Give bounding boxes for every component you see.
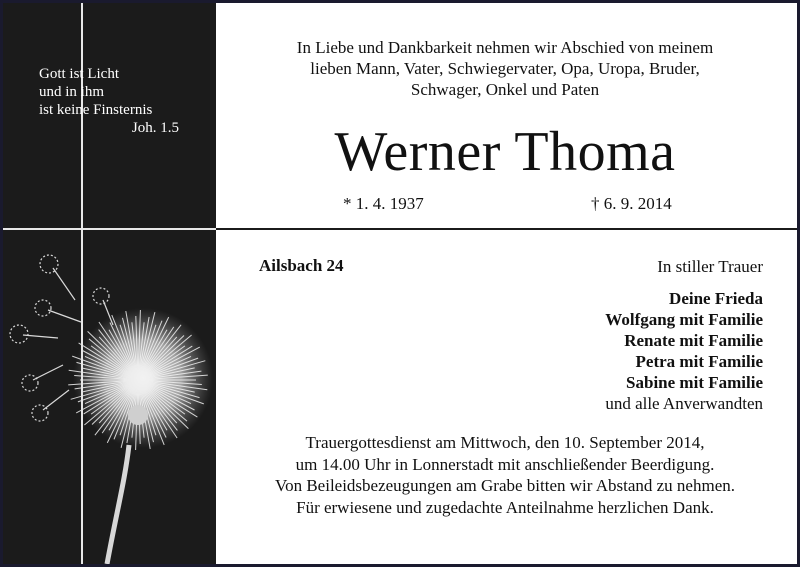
verse-line: ist keine Finsternis: [39, 102, 153, 118]
death-date: † 6. 9. 2014: [591, 194, 672, 213]
bible-verse: [39, 65, 179, 137]
mourner: Deine Frieda: [669, 289, 763, 308]
birth-date: * 1. 4. 1937: [343, 194, 424, 213]
mourner: Renate mit Familie: [624, 331, 763, 350]
address: Ailsbach 24: [259, 256, 344, 275]
verse-line: und in ihm: [39, 84, 105, 100]
cross-horizontal-line: [3, 228, 216, 230]
dandelion-image: [3, 230, 216, 564]
intro-line: In Liebe und Dankbarkeit nehmen wir Abschied von meinem: [296, 38, 714, 57]
mourners-list: [563, 256, 763, 414]
intro-line: Schwager, Onkel und Paten: [410, 80, 600, 99]
mourner: Petra mit Familie: [635, 352, 763, 371]
intro-line: lieben Mann, Vater, Schwiegervater, Opa, Uropa, Bruder,: [310, 59, 700, 78]
service-line: Trauergottesdienst am Mittwoch, den 10. September 2014,: [305, 433, 705, 452]
mourner: Wolfgang mit Familie: [605, 310, 763, 329]
service-line: Von Beileidsbezeugungen am Grabe bitten wir Abstand zu nehmen.: [275, 476, 735, 495]
deceased-name: Werner Thoma: [334, 121, 676, 183]
verse-reference: Joh. 1.5: [131, 120, 179, 136]
verse-line: Gott ist Licht: [39, 66, 119, 82]
farewell-intro: [216, 37, 794, 100]
mourning-closing: und alle Anverwandten: [605, 394, 763, 413]
mourner: Sabine mit Familie: [626, 373, 763, 392]
service-details: [216, 432, 794, 518]
mourning-heading: In stiller Trauer: [657, 257, 763, 276]
service-line: Für erwiesene und zugedachte Anteilnahme herzlichen Dank.: [296, 497, 714, 517]
service-line: um 14.00 Uhr in Lonnerstadt mit anschließender Beerdigung.: [295, 454, 715, 474]
